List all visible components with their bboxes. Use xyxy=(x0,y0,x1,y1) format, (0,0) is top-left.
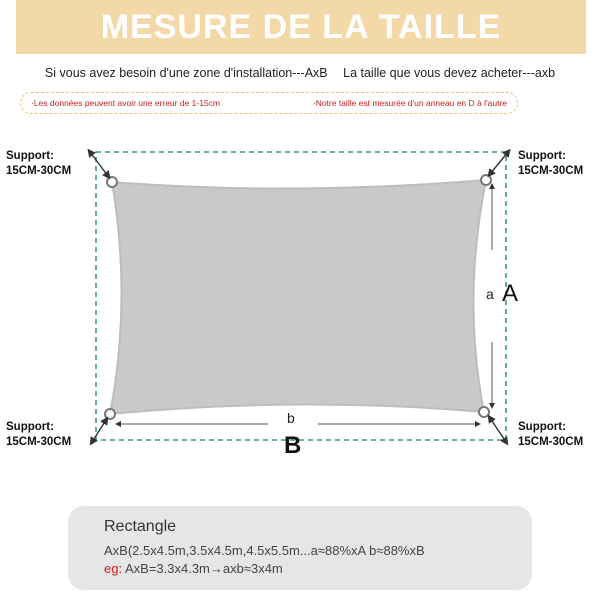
support-label-bottom-left xyxy=(6,420,71,450)
support-arrow-bottom-right xyxy=(490,418,506,442)
support-arrow-top-right xyxy=(490,152,508,174)
support-label-bottom-right xyxy=(518,420,583,450)
support-range: 15CM-30CM xyxy=(6,165,72,177)
example-label: eg: xyxy=(104,561,123,576)
subtitle-left: Si vous avez besoin d'une zone d'installation---AxB xyxy=(44,66,328,80)
d-ring-icon xyxy=(479,407,489,417)
support-range: 15CM-30CM xyxy=(6,436,72,448)
support-label-top-right xyxy=(518,149,583,179)
support-title: Support: xyxy=(6,150,54,162)
info-line-sizes: AxB(2.5x4.5m,3.5x4.5m,4.5x5.5m...a≈88%xA b≈88%xB xyxy=(104,543,425,558)
support-label-top-left xyxy=(6,149,71,179)
d-ring-icon xyxy=(105,409,115,419)
d-ring-icon xyxy=(481,175,491,185)
example-text: AxB=3.3x4.3m→axb≈3x4m xyxy=(122,561,283,576)
shade-sail xyxy=(110,180,486,414)
dimension-b-big-label: B xyxy=(284,432,302,459)
note-right: ·Notre taille est mesurée d'un anneau en D à l'autre xyxy=(312,98,507,108)
dimension-a-small-label: a xyxy=(486,286,494,302)
support-arrow-top-left xyxy=(90,152,108,176)
info-box xyxy=(68,506,532,590)
d-ring-icon xyxy=(107,177,117,187)
dimension-b-small-label: b xyxy=(287,410,295,426)
info-line-example xyxy=(104,560,496,578)
dimension-a-big-label: A xyxy=(502,280,519,307)
support-title: Support: xyxy=(6,421,54,433)
page-title: MESURE DE LA TAILLE xyxy=(100,7,502,46)
note-left: ·Les données peuvent avoir une erreur de 1-15cm xyxy=(31,98,221,108)
info-title: Rectangle xyxy=(104,518,177,535)
support-title: Support: xyxy=(518,150,566,162)
support-arrow-bottom-left xyxy=(92,420,106,442)
subtitle-right: La taille que vous devez acheter---axb xyxy=(343,66,556,80)
support-range: 15CM-30CM xyxy=(518,436,584,448)
support-title: Support: xyxy=(518,421,566,433)
support-range: 15CM-30CM xyxy=(518,165,584,177)
